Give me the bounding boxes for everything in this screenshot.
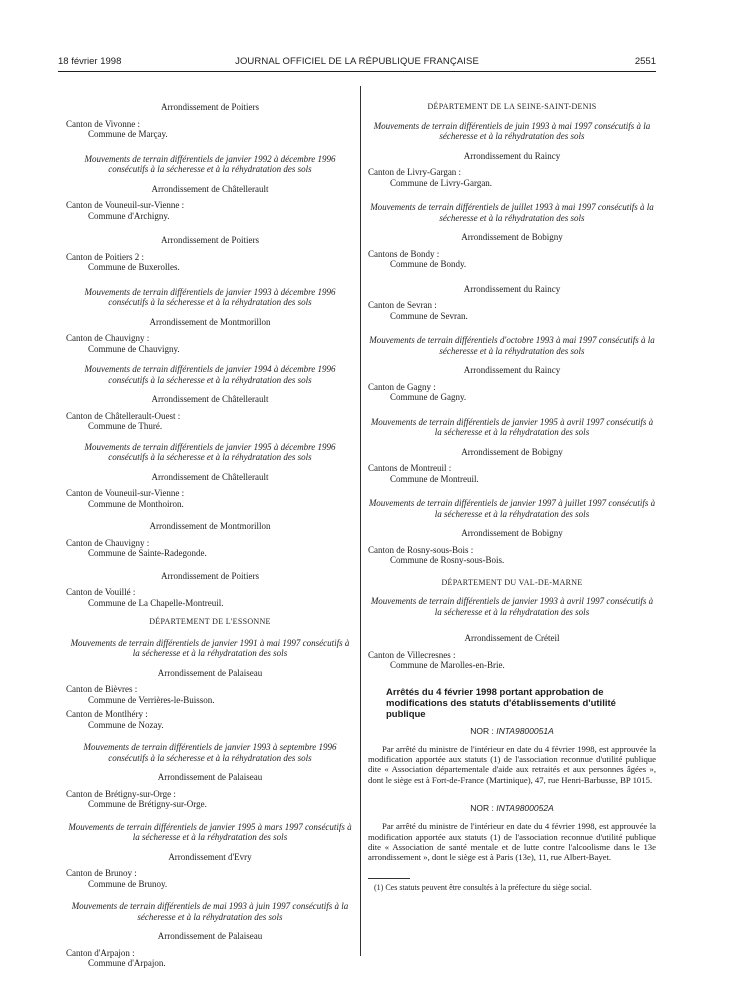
canton-line: Canton de Vivonne :: [66, 118, 141, 129]
commune-line: Commune de Marolles-en-Brie.: [390, 660, 505, 670]
nor-label: NOR :: [470, 725, 494, 736]
commune-line: Commune de Marçay.: [88, 129, 168, 139]
header-rule: [58, 71, 656, 72]
commune-line: Commune de Sevran.: [390, 310, 468, 321]
canton-line: Canton de Poitiers 2 :: [66, 251, 144, 262]
movement-heading: Mouvements de terrain différentiels de janvier 1995 à mars 1997 consécutifs à la sécheresse et à la réhydratation des sols: [68, 821, 352, 842]
canton-line: Canton d'Arpajon :: [66, 947, 135, 958]
canton-line: Cantons de Montreuil :: [368, 463, 452, 473]
movement-heading: Mouvements de terrain différentiels de juin 1993 à mai 1997 consécutifs à la sécheresse et à la réhydratation des sols: [373, 120, 651, 141]
arrete-paragraph: Par arrêté du ministre de l'intérieur en date du 4 février 1998, est approuvée la modification apportée aux statuts (1) de l'association reconnue d'utilité publique dite « Association départementale d'aide aux retraités et aux personnes âgées », dont le siège est à Fort-de-France (Martinique), 47, rue Henri-Barbusse, BP 1015.: [368, 744, 656, 785]
department-heading: DÉPARTEMENT DE LA SEINE-SAINT-DENIS: [427, 102, 597, 111]
arrondissement-heading: Arrondissement de Palaiseau: [157, 931, 263, 941]
canton-line: Canton de Rosny-sous-Bois :: [368, 544, 474, 555]
left-column: [66, 86, 354, 969]
arrondissement-heading: Arrondissement de Châtellerault: [151, 471, 269, 482]
movement-heading: Mouvements de terrain différentiels de mai 1993 à juin 1997 consécutifs à la sécheresse et à la réhydratation des sols: [71, 901, 349, 922]
movement-heading: Mouvements de terrain différentiels de janvier 1993 à avril 1997 consécutifs à la sécheresse et à la réhydratation des sols: [370, 596, 654, 617]
canton-line: Canton de Vouneuil-sur-Vienne :: [66, 200, 185, 210]
commune-line: Commune de Bondy.: [390, 259, 467, 269]
commune-line: Commune de Brétigny-sur-Orge.: [88, 799, 207, 809]
footnote: (1) Ces statuts peuvent être consultés à la préfecture du siège social.: [374, 883, 592, 893]
arrondissement-heading: Arrondissement de Montmorillon: [149, 521, 271, 531]
commune-line: Commune de Chauvigny.: [88, 343, 180, 354]
nor-code: INTA9800051A: [496, 725, 554, 736]
canton-line: Canton de Brunoy :: [66, 868, 137, 878]
footnote-rule: [368, 878, 410, 879]
canton-line: Canton de Vouneuil-sur-Vienne :: [66, 488, 185, 498]
canton-line: Canton de Montlhéry :: [66, 709, 148, 719]
arrete-paragraph: Par arrêté du ministre de l'intérieur en date du 4 février 1998, est approuvée la modification apportée aux statuts (1) de l'association reconnue d'utilité publique dite « Association de santé mentale et de lutte contre l'alcoolisme dans le 13e arrondissement », dont le siège est à Paris (13e), 11, rue Albert-Bayet.: [368, 821, 656, 862]
movement-heading: Mouvements de terrain différentiels de janvier 1992 à décembre 1996 consécutifs à la sécheresse et à la réhydratation des sols: [84, 153, 336, 174]
commune-line: Commune de Rosny-sous-Bois.: [390, 555, 505, 565]
nor-reference: [368, 803, 656, 814]
arrondissement-heading: Arrondissement d'Evry: [168, 851, 252, 862]
arrondissement-heading: Arrondissement du Raincy: [463, 150, 561, 161]
canton-line: Cantons de Bondy :: [368, 248, 440, 259]
commune-line: Commune de Brunoy.: [88, 878, 168, 889]
canton-line: Canton de Livry-Gargan :: [368, 167, 462, 177]
movement-heading: Mouvements de terrain différentiels de janvier 1997 à juillet 1997 consécutifs à la sécheresse et à la réhydratation des sols: [368, 498, 656, 519]
department-heading: DÉPARTEMENT DE L'ESSONNE: [149, 617, 271, 626]
movement-heading: Mouvements de terrain différentiels de janvier 1993 à septembre 1996 consécutifs à la sécheresse et à la réhydratation des sols: [83, 742, 337, 763]
commune-line: Commune de Livry-Gargan.: [390, 177, 493, 188]
arrondissement-heading: Arrondissement du Raincy: [463, 365, 561, 375]
commune-line: Commune de Thuré.: [88, 421, 163, 431]
arrondissement-heading: Arrondissement de Bobigny: [461, 528, 563, 538]
commune-line: Commune de Nozay.: [88, 719, 164, 730]
canton-line: Canton de Gagny :: [368, 381, 436, 392]
canton-line: Canton de Bièvres :: [66, 684, 138, 694]
movement-heading: Mouvements de terrain différentiels de janvier 1995 à décembre 1996 consécutifs à la sécheresse et à la réhydratation des sols: [84, 441, 336, 462]
page-header: [58, 56, 656, 72]
movement-heading: Mouvements de terrain différentiels de juillet 1993 à mai 1997 consécutifs à la sécheresse et à la réhydratation des sols: [370, 202, 654, 223]
movement-heading: Mouvements de terrain différentiels de janvier 1993 à décembre 1996 consécutifs à la sécheresse et à la réhydratation des sols: [84, 286, 336, 307]
commune-line: Commune d'Arpajon.: [88, 958, 166, 968]
arrondissement-heading: Arrondissement de Poitiers: [161, 570, 259, 581]
department-heading: DÉPARTEMENT DU VAL-DE-MARNE: [441, 577, 583, 587]
canton-line: Canton de Chauvigny :: [66, 537, 150, 548]
header-page-number: 2551: [634, 56, 656, 67]
commune-line: Commune d'Archigny.: [88, 210, 170, 221]
right-column: [368, 86, 656, 894]
canton-line: Canton de Vouillé :: [66, 587, 136, 597]
arrete-title: Arrêtés du 4 février 1998 portant approbation de modifications des statuts d'établissements d'utilité publique: [386, 686, 616, 720]
canton-line: Canton de Chauvigny :: [66, 333, 150, 343]
commune-line: Commune de Montreuil.: [390, 473, 479, 484]
arrondissement-heading: Arrondissement du Raincy: [463, 283, 561, 294]
commune-line: Commune de Verrières-le-Buisson.: [88, 694, 215, 705]
movement-heading: Mouvements de terrain différentiels de janvier 1994 à décembre 1996 consécutifs à la sécheresse et à la réhydratation des sols: [84, 364, 336, 385]
arrondissement-heading: Arrondissement de Bobigny: [461, 232, 563, 242]
arrondissement-heading: Arrondissement de Châtellerault: [151, 183, 269, 194]
arrondissement-heading: Arrondissement de Palaiseau: [157, 772, 263, 782]
arrondissement-heading: Arrondissement de Poitiers: [161, 235, 259, 245]
commune-line: Commune de Sainte-Radegonde.: [88, 548, 207, 558]
commune-line: Commune de Buxerolles.: [88, 262, 180, 272]
arrondissement-heading: Arrondissement de Palaiseau: [157, 667, 263, 678]
commune-line: Commune de Gagny.: [390, 392, 467, 402]
arrondissement-heading: Arrondissement de Bobigny: [461, 446, 563, 457]
header-date: 18 février 1998: [58, 56, 122, 67]
canton-line: Canton de Sevran :: [368, 300, 437, 310]
commune-line: Commune de Monthoiron.: [88, 498, 184, 509]
arrondissement-heading: Arrondissement de Montmorillon: [149, 316, 271, 327]
arrondissement-heading: Arrondissement de Créteil: [464, 633, 560, 643]
canton-line: Canton de Châtellerault-Ouest :: [66, 410, 181, 421]
column-divider: [360, 86, 361, 956]
arrondissement-heading: Arrondissement de Poitiers: [161, 102, 259, 112]
movement-heading: Mouvements de terrain différentiels de janvier 1995 à avril 1997 consécutifs à la sécheresse et à la réhydratation des sols: [370, 416, 654, 437]
canton-line: Canton de Villecresnes :: [368, 649, 456, 660]
nor-reference: [368, 726, 656, 737]
movement-heading: Mouvements de terrain différentiels d'octobre 1993 à mai 1997 consécutifs à la sécheresse et à la réhydratation des sols: [369, 335, 655, 356]
arrondissement-heading: Arrondissement de Châtellerault: [151, 394, 269, 404]
nor-label: NOR :: [470, 802, 494, 813]
canton-line: Canton de Brétigny-sur-Orge :: [66, 788, 176, 799]
commune-line: Commune de La Chapelle-Montreuil.: [88, 597, 224, 608]
movement-heading: Mouvements de terrain différentiels de janvier 1991 à mai 1997 consécutifs à la sécheresse et à la réhydratation des sols: [70, 637, 350, 658]
header-journal-title: JOURNAL OFFICIEL DE LA RÉPUBLIQUE FRANÇAISE: [235, 56, 479, 67]
nor-code: INTA9800052A: [496, 802, 554, 813]
